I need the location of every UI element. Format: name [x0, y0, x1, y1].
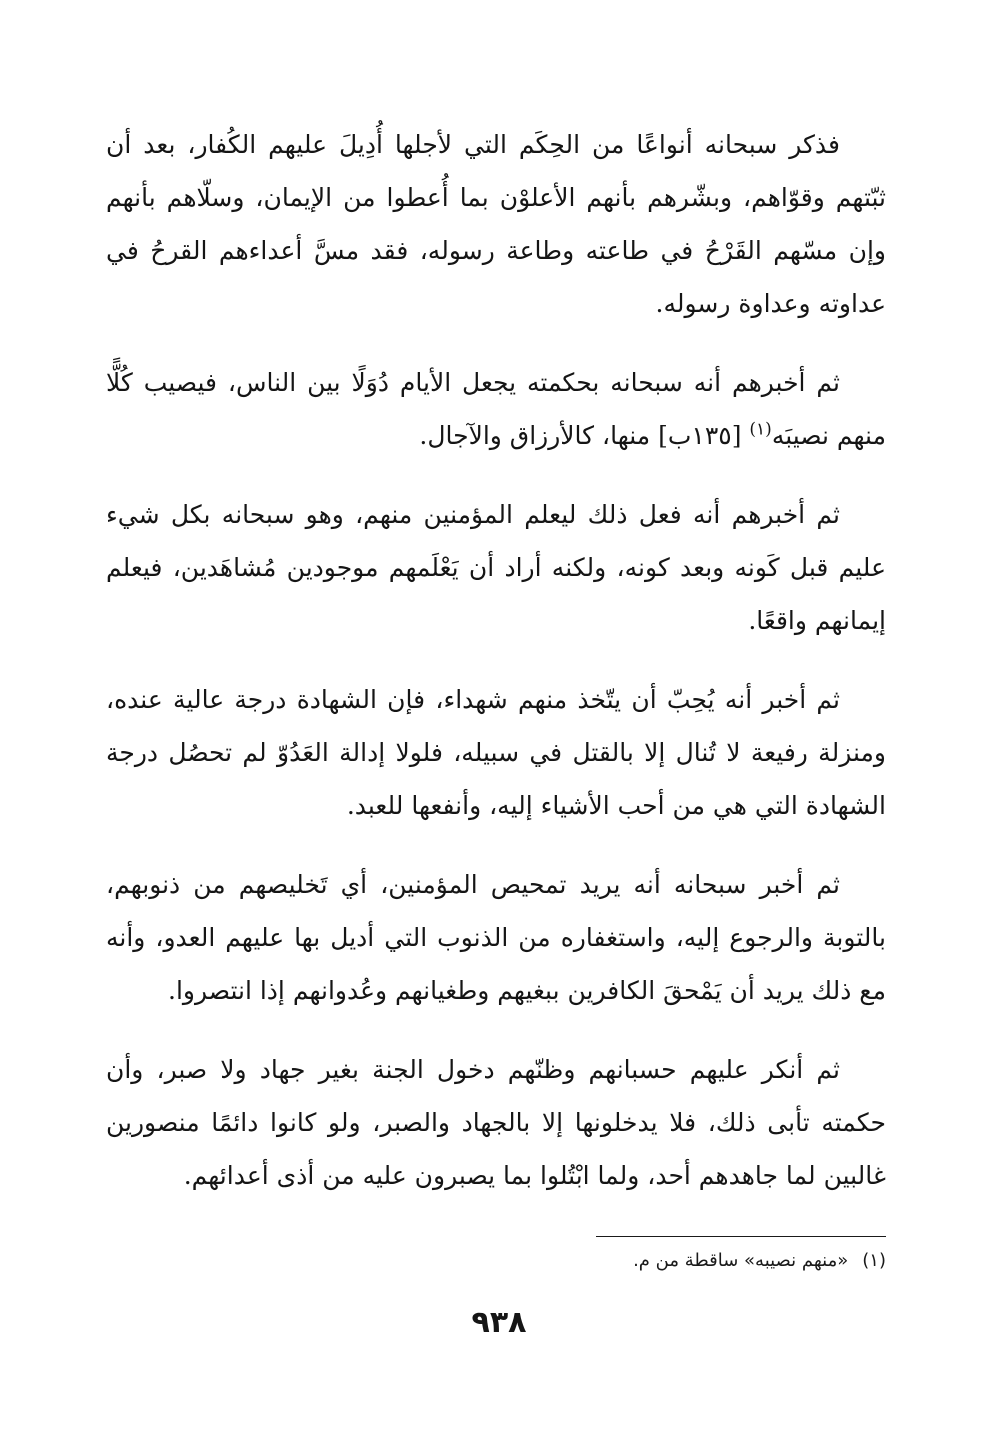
paragraph-6: ثم أنكر عليهم حسبانهم وظنّهم دخول الجنة بغير جهاد ولا صبر، وأن حكمته تأبى ذلك، فلا يدخلونها إلا بالجهاد والصبر، ولو كانوا دائمًا منصورين غالبين لما جاهدهم أحد، ولما ابْتُلوا بما يصبرون عليه من أذى أعدائهم.: [106, 1055, 886, 1190]
main-text: [106, 118, 886, 1228]
footnote-text: «منهم نصيبه» ساقطة من م.: [633, 1250, 849, 1271]
footnote-reference: (١): [749, 419, 772, 440]
footnote-number: (١): [862, 1250, 886, 1271]
paragraph-2-text-after: [١٣٥ب] منها، كالأرزاق والآجال.: [419, 421, 750, 450]
paragraph-2: [106, 356, 886, 462]
paragraph-5: ثم أخبر سبحانه أنه يريد تمحيص المؤمنين، أي تَخليصهم من ذنوبهم، بالتوبة والرجوع إليه، واستغفاره من الذنوب التي أديل بها عليهم العدو، وأنه مع ذلك يريد أن يَمْحقَ الكافرين ببغيهم وطغيانهم وعُدوانهم إذا انتصروا.: [106, 870, 886, 1005]
paragraph-4: ثم أخبر أنه يُحِبّ أن يتّخذ منهم شهداء، فإن الشهادة درجة عالية عنده، ومنزلة رفيعة لا تُنال إلا بالقتل في سبيله، فلولا إدالة العَدُوّ لم تحصُل درجة الشهادة التي هي من أحب الأشياء إليه، وأنفعها للعبد.: [106, 685, 886, 820]
paragraph-1: فذكر سبحانه أنواعًا من الحِكَم التي لأجلها أُدِيلَ عليهم الكُفار، بعد أن ثبّتهم وقوّاهم، وبشّرهم بأنهم الأعلوْن بما أُعطوا من الإيمان، وسلّاهم بأنهم وإن مسّهم القَرْحُ في طاعته وطاعة رسوله، فقد مسَّ أعداءهم القرحُ في عداوته وعداوة رسوله.: [106, 130, 886, 318]
footnote: [633, 1250, 886, 1271]
paragraph-3: ثم أخبرهم أنه فعل ذلك ليعلم المؤمنين منهم، وهو سبحانه بكل شيء عليم قبل كَونه وبعد كونه، ولكنه أراد أن يَعْلَمهم موجودين مُشاهَدين، فيعلم إيمانهم واقعًا.: [106, 500, 886, 635]
page-number: ٩٣٨: [471, 1305, 527, 1340]
paragraph-2-text-before: ثم أخبرهم أنه سبحانه بحكمته يجعل الأيام دُوَلًا بين الناس، فيصيب كُلًّا منهم نصيبَه: [106, 368, 886, 450]
footnote-divider: [596, 1236, 886, 1237]
